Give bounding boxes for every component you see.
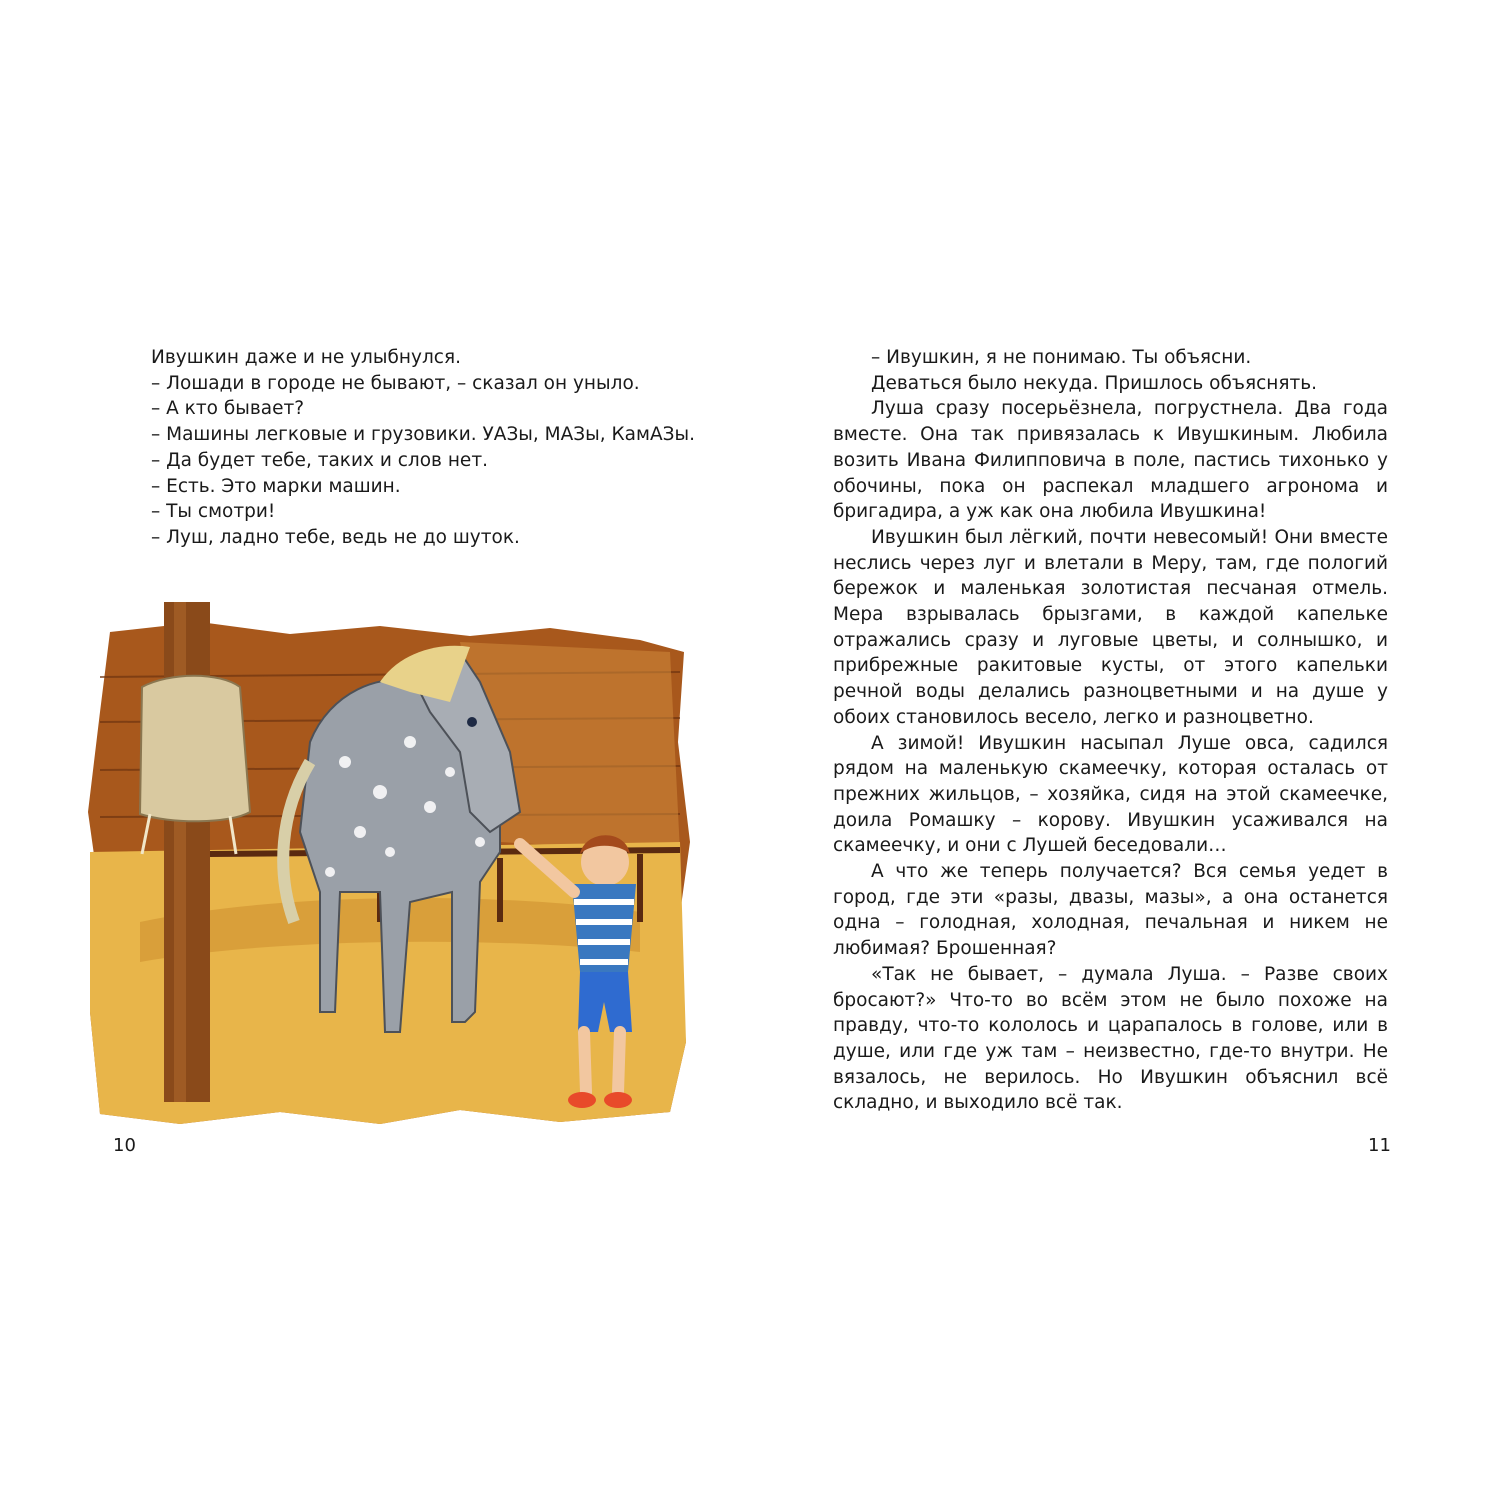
horse-eye [467, 717, 477, 727]
paragraph: «Так не бывает, – думала Луша. – Разве своих бросают?» Что-то во всём этом не было похоже на правду, что-то кололось и царапалось в голове, или в душе, или где уж там – неизвестно, где-то внутри. Не вязалось, не верилось. Но Ивушкин объяснил всё складно, и выходило всё так. [833, 963, 1388, 1114]
right-page-text [833, 345, 1388, 1116]
stable-illustration [80, 592, 696, 1137]
paragraph: – Лошади в городе не бывают, – сказал он уныло. [151, 372, 640, 394]
horse-and-boy-picture [80, 592, 696, 1137]
paragraph: Ивушкин даже и не улыбнулся. [151, 347, 461, 368]
boy-shoe-right [604, 1092, 632, 1108]
paragraph: А что же теперь получается? Вся семья уедет в город, где эти «разы, двазы, мазы», а она останется одна – голодная, холодная, печальная и никем не любимая? Брошенная? [833, 861, 1388, 960]
paragraph: – Ивушкин, я не понимаю. Ты объясни. [871, 347, 1252, 368]
saddle-blanket [140, 676, 250, 822]
page-number: 10 [113, 1135, 136, 1156]
paragraph: – Луш, ладно тебе, ведь не до шуток. [151, 526, 520, 548]
paragraph: – Машины легковые и грузовики. УАЗы, МАЗы, КамАЗы. [151, 424, 695, 446]
paragraph: Ивушкин был лёгкий, почти невесомый! Они вместе неслись через луг и влетали в Меру, там, где пологий бережок и маленькая золотистая песчаная отмель. Мера взрывалась брызгами, в каждой капельке отражались сразу и луговые цветы, и солнышко, и прибрежные ракитовые кусты, от этого капельки речной воды делались разноцветными и на душе у обоих становилось весело, легко и разноцветно. [833, 526, 1388, 728]
paragraph: – А кто бывает? [151, 398, 305, 420]
paragraph: Луша сразу посерьёзнела, погрустнела. Два года вместе. Она так привязалась к Ивушкиным. Любила возить Ивана Филипповича в поле, пастись тихонько у обочины, пока он распекал младшего агронома и бригадира, а уж как она любила Ивушкина! [833, 398, 1388, 523]
boy-shoe-left [568, 1092, 596, 1108]
paragraph: – Ты смотри! [151, 501, 276, 523]
left-page-text [113, 345, 696, 551]
paragraph: – Есть. Это марки машин. [151, 475, 401, 497]
paragraph: А зимой! Ивушкин насыпал Луше овса, садился рядом на маленькую скамеечку, которая осталась от прежних жильцов, – хозяйка, сидя на этой скамеечке, доила Ромашку – корову. Ивушкин усаживался на скамеечку, и они с Лушей беседовали… [833, 732, 1388, 857]
boy-shirt [572, 884, 636, 972]
paragraph: Деваться было некуда. Пришлось объяснять. [871, 372, 1318, 394]
page-number: 11 [1368, 1135, 1391, 1156]
paragraph: – Да будет тебе, таких и слов нет. [151, 449, 488, 471]
